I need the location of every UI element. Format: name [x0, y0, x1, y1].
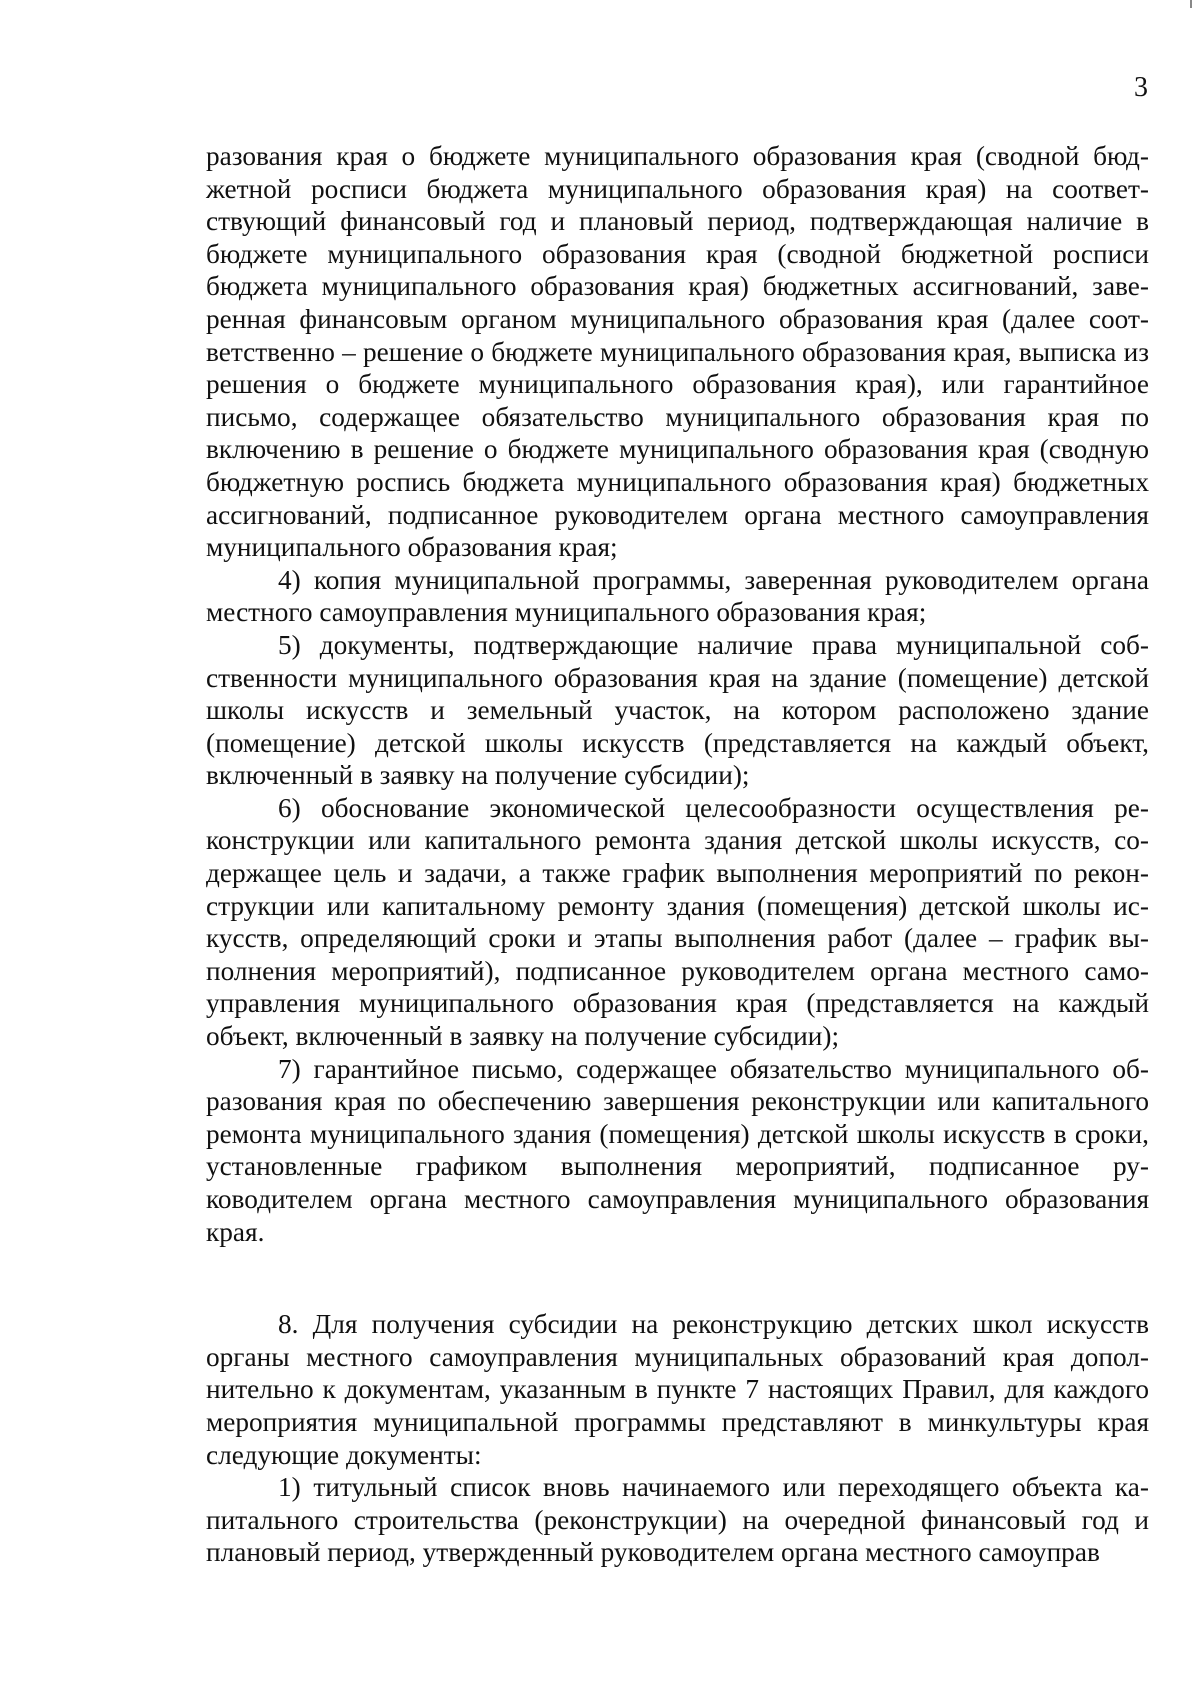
- document-body: [206, 140, 1149, 1569]
- paragraph-item-6: 6) обоснование экономической целесообразности осуществления реконструкции или капитального ремонта здания детской школы искусств, содержащее цель и задачи, а также график выполнения мероприятий по реконструкции или капитальному ремонту здания (помещения) детской школы искусств, определяющий сроки и этапы выполнения работ (далее – график выполнения мероприятий), подписанное руководителем органа местного самоуправления муниципального образования края (представляется на каждый объект, включенный в заявку на получение субсидии);: [206, 792, 1149, 1052]
- paragraph-item-7: 7) гарантийное письмо, содержащее обязательство муниципального образования края по обеспечению завершения реконструкции или капитального ремонта муниципального здания (помещения) детской школы искусств в сроки, установленные графиком выполнения мероприятий, подписанное руководителем органа местного самоуправления муниципального образования края.: [206, 1053, 1149, 1247]
- paragraph-continuation: разования края о бюджете муниципального образования края (сводной бюджетной росписи бюджета муниципального образования края) на соответствующий финансовый год и плановый период, подтверждающая наличие в бюджете муниципального образования края (сводной бюджетной росписи бюджета муниципального образования края) бюджетных ассигнований, заверенная финансовым органом муниципального образования края (далее соответственно – решение о бюджете муниципального образования края, выписка из решения о бюджете муниципального образования края), или гарантийное письмо, содержащее обязательство муниципального образования края по включению в решение о бюджете муниципального образования края (сводную бюджетную роспись бюджета муниципального образования края) бюджетных ассигнований, подписанное руководителем органа местного самоуправления муниципального образования края;: [206, 141, 1149, 563]
- paragraph-item-4: 4) копия муниципальной программы, заверенная руководителем органа местного самоуправления муниципального образования края;: [206, 564, 1149, 628]
- page-number: 3: [1134, 72, 1148, 103]
- scan-mark: [1190, 0, 1192, 8]
- paragraph-section-8: 8. Для получения субсидии на реконструкцию детских школ искусств органы местного самоуправления муниципальных образований края дополнительно к документам, указанным в пункте 7 настоящих Правил, для каждого мероприятия муниципальной программы представляют в минкультуры края следующие документы:: [206, 1309, 1149, 1470]
- paragraph-section-8-item-1: 1) титульный список вновь начинаемого или переходящего объекта капитального строительства (реконструкции) на очередной финансовый год и плановый период, утвержденный руководителем органа местного самоуправ: [206, 1472, 1149, 1568]
- paragraph-item-5: 5) документы, подтверждающие наличие права муниципальной собственности муниципального образования края на здание (помещение) детской школы искусств и земельный участок, на котором расположено здание (помещение) детской школы искусств (представляется на каждый объект, включенный в заявку на получение субсидии);: [206, 629, 1149, 791]
